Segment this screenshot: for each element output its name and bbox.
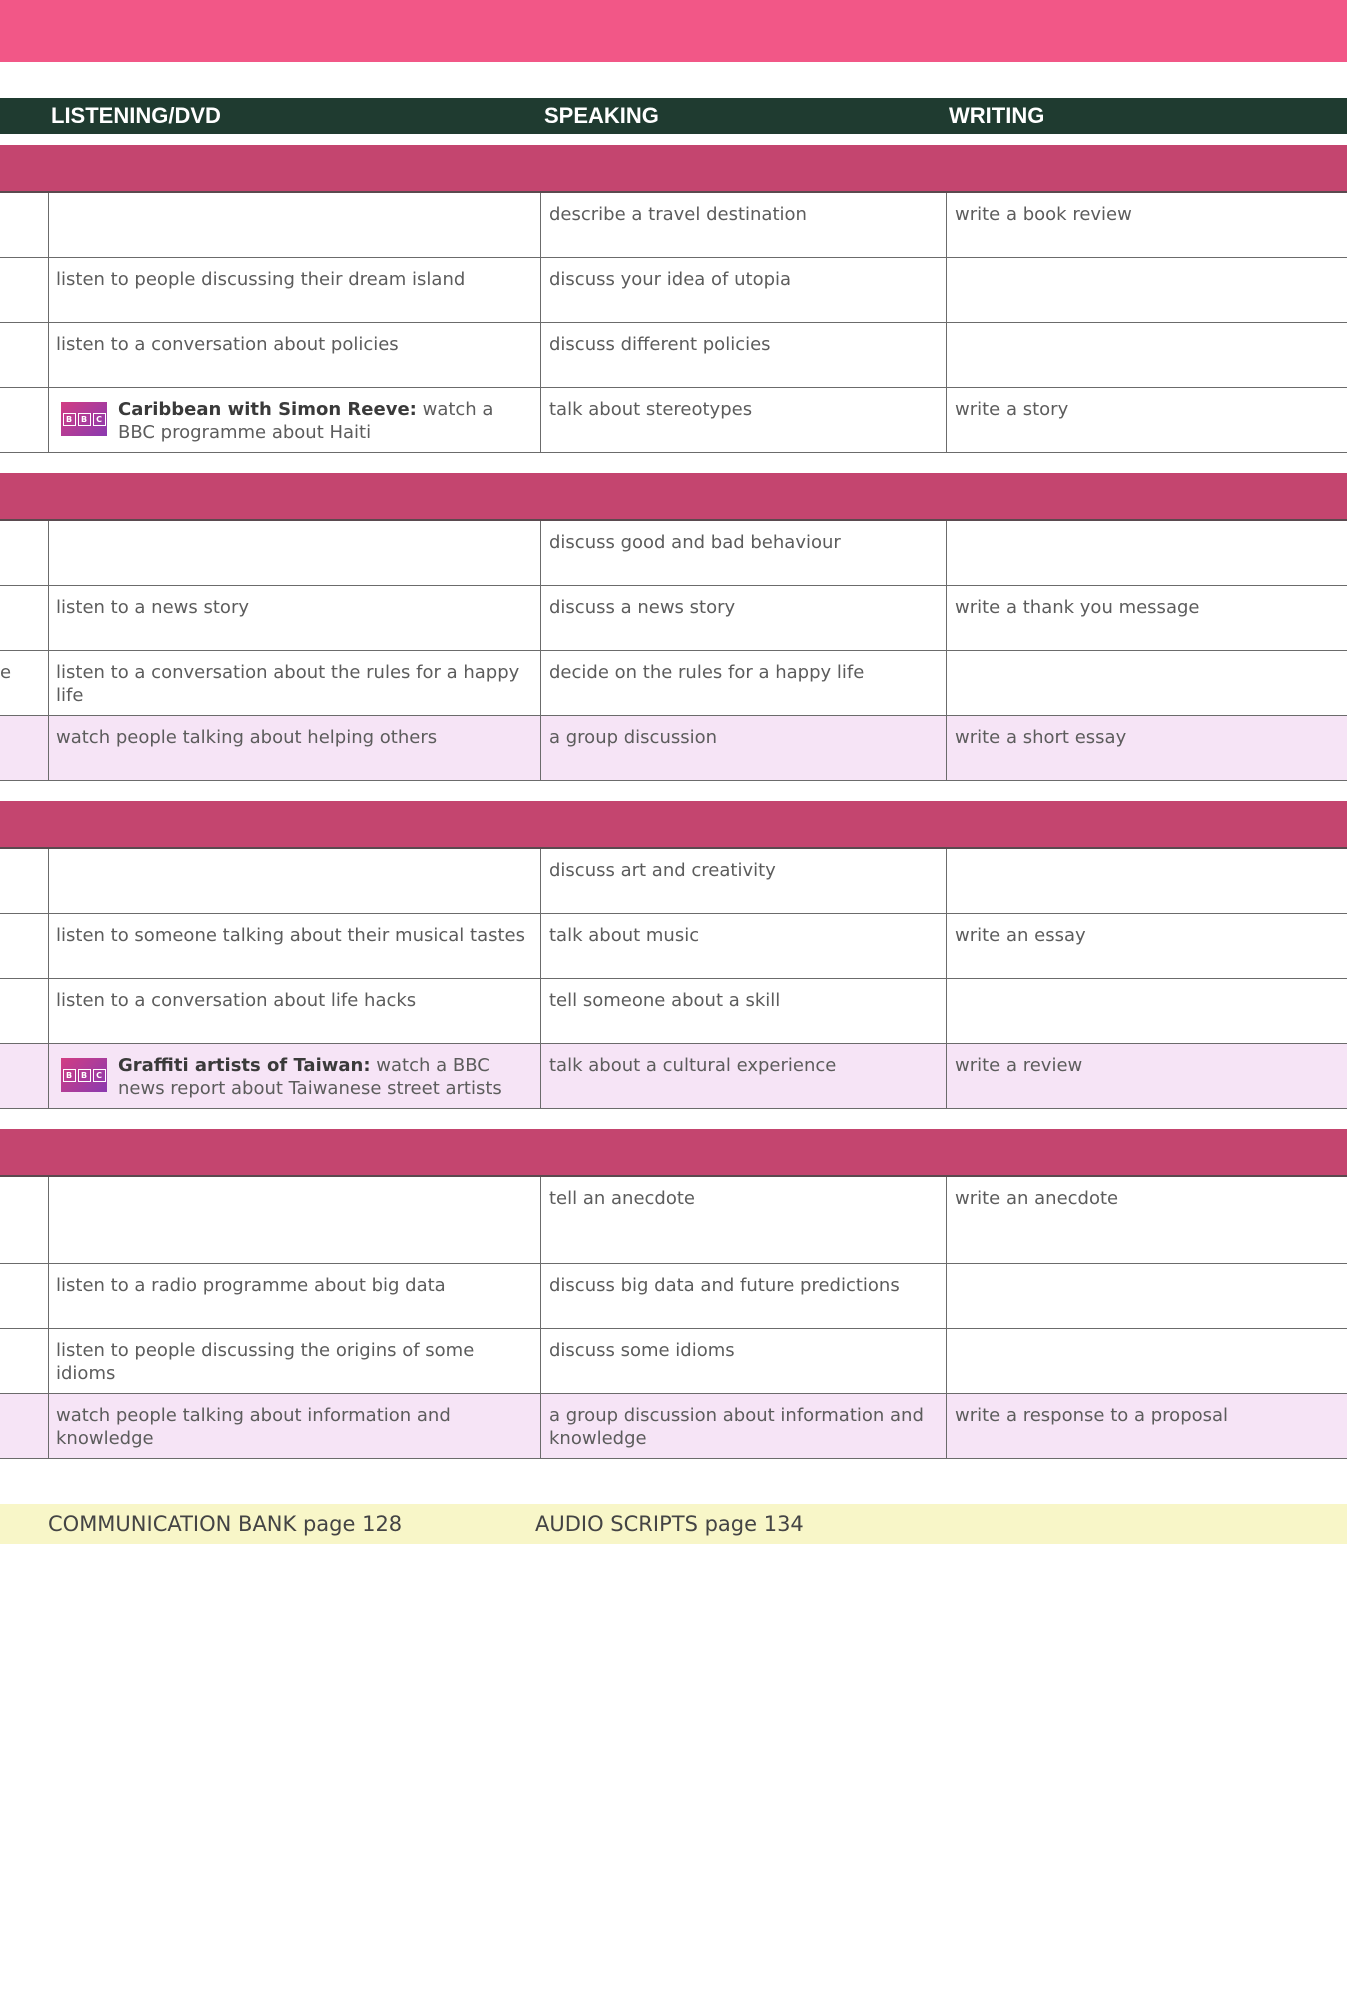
unit-header-bar: [0, 801, 1347, 849]
table-row: [0, 521, 1347, 586]
speaking-cell: discuss art and creativity: [549, 860, 776, 881]
unit-block: [0, 473, 1347, 781]
table-row: [0, 979, 1347, 1044]
table-row: [0, 586, 1347, 651]
speaking-cell: discuss big data and future predictions: [549, 1275, 900, 1296]
communication-bank-ref: COMMUNICATION BANK page 128: [48, 1512, 403, 1536]
speaking-cell: a group discussion about information and knowledge: [549, 1405, 924, 1449]
listening-cell: listen to a conversation about life hacks: [56, 990, 417, 1011]
table-row: [0, 193, 1347, 258]
speaking-cell: discuss some idioms: [549, 1340, 735, 1361]
listening-cell: watch people talking about helping others: [56, 727, 438, 748]
speaking-cell: decide on the rules for a happy life: [549, 662, 865, 683]
unit-header-bar: [0, 473, 1347, 521]
speaking-cell: discuss different policies: [549, 334, 771, 355]
listening-cell: listen to a conversation about the rules for a happy life: [56, 662, 520, 706]
bbc-logo-icon: B B C: [61, 402, 107, 436]
listening-cell: listen to a radio programme about big data: [56, 1275, 446, 1296]
table-row: [0, 849, 1347, 914]
speaking-cell: discuss your idea of utopia: [549, 269, 792, 290]
table-row-dvd: [0, 388, 1347, 453]
top-color-band: [0, 0, 1347, 62]
speaking-cell: discuss a news story: [549, 597, 736, 618]
speaking-cell: talk about music: [549, 925, 700, 946]
speaking-cell: talk about stereotypes: [549, 399, 753, 420]
writing-cell: write a short essay: [955, 727, 1127, 748]
dvd-description: watch a BBC news report about Taiwanese street artists: [118, 1055, 502, 1099]
cut-off-text: e: [0, 662, 12, 683]
listening-cell: listen to a news story: [56, 597, 249, 618]
writing-cell: write a book review: [955, 204, 1132, 225]
dvd-title: Caribbean with Simon Reeve:: [118, 399, 417, 420]
table-row: [0, 258, 1347, 323]
table-row: [0, 1264, 1347, 1329]
footer-band: [0, 1504, 1347, 1544]
unit-block: [0, 1129, 1347, 1459]
table-row-dvd: [0, 1044, 1347, 1109]
syllabus-table: [0, 145, 1347, 1479]
table-row: [0, 323, 1347, 388]
header-writing: WRITING: [949, 103, 1045, 128]
writing-cell: write an essay: [955, 925, 1086, 946]
table-row: [0, 914, 1347, 979]
writing-cell: write an anecdote: [955, 1188, 1119, 1209]
listening-cell: watch people talking about information and knowledge: [56, 1405, 451, 1449]
table-row-dvd: [0, 1394, 1347, 1459]
speaking-cell: tell someone about a skill: [549, 990, 781, 1011]
bbc-logo-icon: B B C: [61, 1058, 107, 1092]
unit-block: [0, 801, 1347, 1109]
writing-cell: write a thank you message: [955, 597, 1200, 618]
audio-scripts-ref: AUDIO SCRIPTS page 134: [535, 1512, 804, 1536]
speaking-cell: talk about a cultural experience: [549, 1055, 837, 1076]
listening-cell: listen to people discussing their dream island: [56, 269, 466, 290]
dvd-cell: [118, 1054, 532, 1100]
unit-block: [0, 145, 1347, 453]
table-row: [0, 651, 1347, 716]
header-listening: LISTENING/DVD: [51, 103, 221, 128]
table-row-dvd: [0, 716, 1347, 781]
listening-cell: listen to someone talking about their musical tastes: [56, 925, 525, 946]
header-speaking: SPEAKING: [544, 103, 659, 128]
dvd-cell: [118, 398, 532, 444]
speaking-cell: tell an anecdote: [549, 1188, 695, 1209]
speaking-cell: discuss good and bad behaviour: [549, 532, 841, 553]
unit-header-bar: [0, 1129, 1347, 1177]
table-row: [0, 1177, 1347, 1264]
unit-header-bar: [0, 145, 1347, 193]
writing-cell: write a response to a proposal: [955, 1405, 1229, 1426]
dvd-title: Graffiti artists of Taiwan:: [118, 1055, 371, 1076]
speaking-cell: a group discussion: [549, 727, 718, 748]
dvd-description: watch a BBC programme about Haiti: [118, 399, 494, 443]
listening-cell: listen to people discussing the origins of some idioms: [56, 1340, 475, 1384]
table-row: [0, 1329, 1347, 1394]
writing-cell: write a review: [955, 1055, 1083, 1076]
speaking-cell: describe a travel destination: [549, 204, 807, 225]
writing-cell: write a story: [955, 399, 1069, 420]
listening-cell: listen to a conversation about policies: [56, 334, 399, 355]
column-header-bar: [0, 98, 1347, 134]
